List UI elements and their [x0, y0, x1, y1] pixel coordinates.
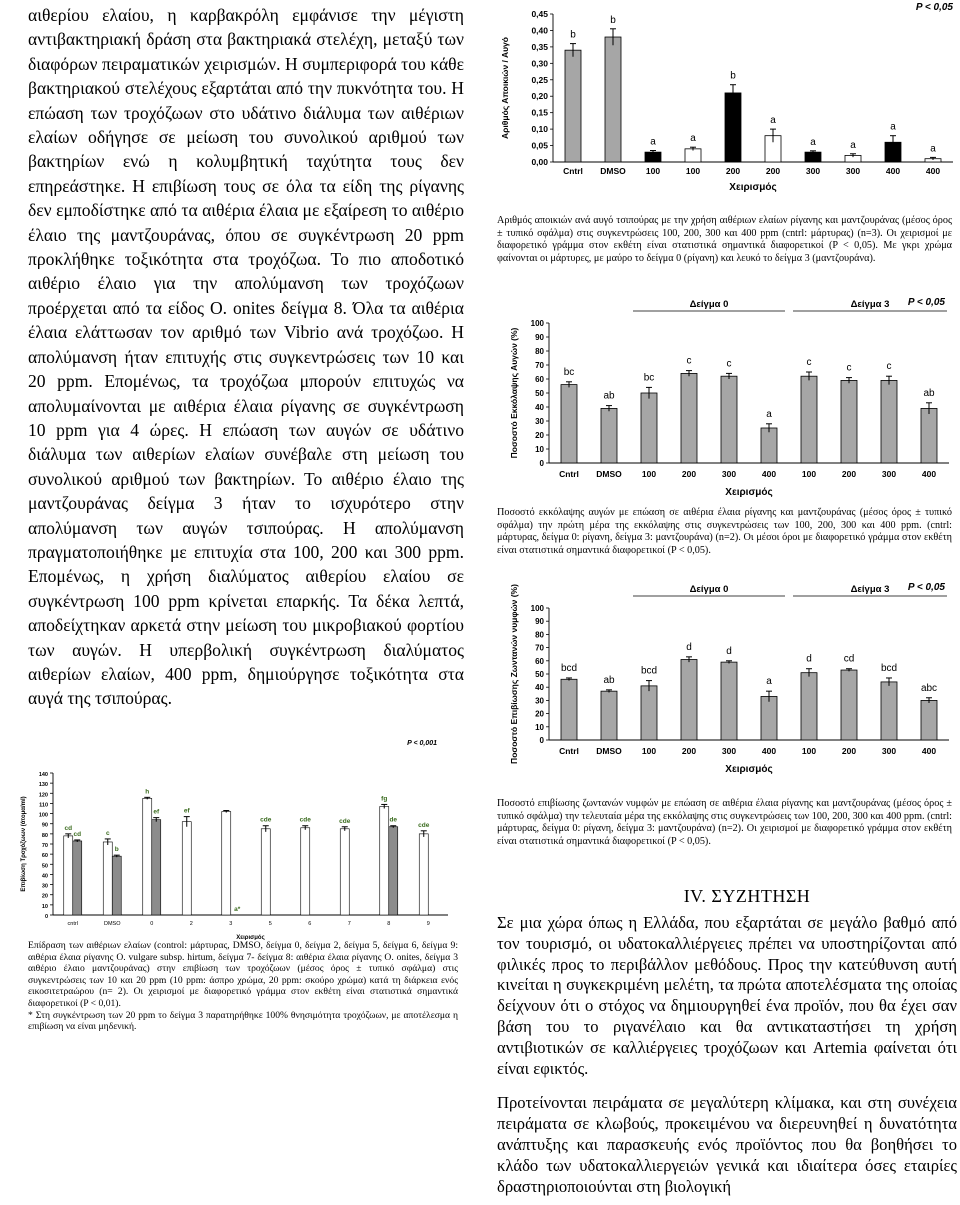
significance-letter: b [730, 70, 736, 82]
caption-fig2-text: Ποσοστό εκκόλαψης αυγών με επώαση σε αιθέρια έλαια ρίγανης και μαντζουράνας (μέσος όρος ± τυπικό σφάλμα) την πρώτη μέρα της εκκόλαψης στις συγκεντρώσεις των 100, 200, 300 και 400 ppm. (cntrl: μάρτυρας, δείγμα 0: ρίγανη, δείγμα 3: μαντζουράνα) (n=2). Οι μέσοι όροι με διαφορετικό γράμμα στον εκθέτη είναι στατιστικά σημαντικά διαφορετικοί (P < 0,05). [497, 507, 952, 556]
bar [152, 820, 161, 915]
bar [921, 408, 937, 463]
bar [222, 812, 231, 915]
x-tick-label: DMSO [600, 166, 626, 176]
bar [641, 686, 657, 740]
x-tick-label: 7 [347, 921, 351, 927]
x-tick-label: DMSO [596, 746, 622, 756]
bar [805, 152, 821, 162]
y-tick-label: 40 [41, 873, 48, 880]
x-tick-label: 100 [641, 746, 657, 756]
significance-letter: bcd [880, 662, 898, 674]
x-tick-label: Cntrl [559, 469, 579, 479]
x-tick-label: 300 [845, 166, 861, 176]
y-tick-label: 0,40 [531, 25, 548, 36]
x-tick-label: 2 [189, 921, 193, 927]
significance-letter: ef [183, 807, 190, 815]
x-tick-label: 200 [841, 469, 857, 479]
x-axis-label: Χειρισμός [725, 764, 773, 775]
y-tick-label: 60 [535, 375, 544, 384]
bar [561, 385, 577, 463]
y-tick-label: 70 [535, 361, 544, 370]
results-paragraph: αιθερίου ελαίου, η καρβακρόλη εμφάνισε την μέγιστη αντιβακτηριακή δράση στα βακτηριακά στελέχη, μεταξύ των διαφόρων πειραματικών χειρισμών. Η συμπεριφορά του κάθε βακτηριακού στελέχους εξαρτάται από την πυκνότητα του. Η επώαση των τροχόζωων στο υδάτινο διάλυμα των αιθέριων ελαίων οδήγησε σε μείωση του συνολικού αριθμού των βακτηρίων ενώ η κολυμβητική ταχύτητα τους δεν επηρεάστηκε. Η επιβίωση τους σε όλα τα είδη της ρίγανης δεν εμποδίστηκε από τα αιθέρια έλαια με εξαίρεση το αιθέριο έλαιο της μαντζουράνας, όπου σε συγκέντρωση 20 ppm προκλήθηκε τοξικότητα στα τροχόζωα. Το πιο αποδοτικό αιθέριο έλαιο για την απολύμανση των τροχόζωων προέρχεται από τα είδος O. onites δείγμα 8. Όλα τα αιθέρια έλαια ελάττωσαν τον αριθμό των Vibrio ανά τροχόζωο. Η απολύμανση ήταν επιτυχής στις συγκεντρώσεις των 10 και 20 ppm. Επομένως, τα τροχόζωα μπορούν επιτυχώς να απολυμαίνονται με αιθέρια έλαια ρίγανης σε συγκέντρωση 10 ppm για 4 ώρες. Η επώαση των αυγών σε υδάτινο διάλυμα των αιθερίων ελαίων συνέβαλε στη μείωση του συνολικού αριθμού των βακτηρίων. Το αιθέριο έλαιο της μαντζουράνας δείγμα 3 ήταν το ισχυρότερο στην απολύμανση των αυγών τσιπούρας. Η απολύμανση πραγματοποιήθηκε με επιτυχία στα 100, 200 και 300 ppm. Επομένως, η χρήση διαλύματος αιθερίου ελαίου σε συγκέντρωση 100 ppm κρίνεται επαρκής. Τα δέκα λεπτά, αποδείχτηκαν αρκετά στην μείωση του μικροβιακού φορτίου των αυγών. Η υπερβολική συγκέντρωση διαλύματος αιθερίων ελαίων, 400 ppm, δημιούργησε τοξικότητα στα αυγά της τσιπούρας. [28, 5, 464, 709]
bar [389, 827, 398, 915]
p-value-label: P < 0,05 [907, 297, 945, 308]
chart-hatching [505, 295, 955, 500]
significance-letter: a [810, 136, 816, 148]
y-tick-label: 100 [530, 604, 544, 613]
x-axis-label: Χειρισμός [236, 935, 265, 940]
y-tick-label: 0 [44, 914, 48, 920]
caption-fig3-text: Ποσοστό επιβίωσης ζωντανών νυμφών με επώαση σε αιθέρια έλαια ρίγανης και μαντζουράνας (μέσος όρος ± τυπικό σφάλμα) την τελευταία μέρα της εκκόλαψης στις συγκεντρώσεις των 100, 200, 300 και 400 ppm. (cntrl: μάρτυρας, δείγμα 0: ρίγανη, δείγμα 3: μαντζουράνα) (n=2). Οι χειρισμοί με διαφορετικό γράμμα στον εκθέτη είναι στατιστικά σημαντικά διαφορετικοί (P < 0,05). [497, 798, 952, 847]
bar [841, 380, 857, 463]
bar [881, 380, 897, 463]
caption-fig4-note: * Στη συγκέντρωση των 20 ppm το δείγμα 3 παρατηρήθηκε 100% θνησιμότητα τροχόζωων, με αποτέλεσμα η επιβίωση να είναι μηδενική. [28, 1009, 458, 1033]
bar [301, 828, 310, 915]
p-value-label: P < 0,05 [907, 582, 945, 593]
bar [605, 37, 621, 162]
bar [761, 696, 777, 740]
significance-letter: c [686, 355, 692, 367]
significance-letter: b [570, 29, 576, 41]
x-tick-label: Cntrl [559, 746, 579, 756]
chart-bacteria-svg [495, 0, 960, 205]
caption-fig3 [497, 798, 952, 848]
significance-letter: d [806, 653, 812, 665]
y-tick-label: 0,10 [531, 124, 548, 135]
y-tick-label: 20 [535, 709, 544, 719]
y-tick-label: 100 [530, 319, 544, 328]
bar [143, 798, 152, 915]
x-tick-label: 200 [841, 746, 857, 756]
bar [112, 856, 121, 915]
y-tick-label: 20 [535, 431, 544, 440]
significance-letter: cd [843, 653, 855, 665]
significance-letter: b [114, 846, 119, 854]
x-tick-label: 300 [881, 469, 897, 479]
chart-survival-svg [505, 580, 955, 795]
caption-fig1 [497, 215, 952, 265]
chart-hatching-svg [505, 295, 955, 500]
significance-letter: ab [603, 674, 615, 686]
chart-bacteria [495, 0, 960, 205]
y-tick-label: 0,15 [531, 107, 548, 118]
x-tick-label: 9 [426, 921, 430, 927]
x-tick-label: 200 [681, 746, 697, 756]
significance-letter: a [650, 136, 656, 148]
y-tick-label: 80 [535, 347, 544, 356]
caption-fig2 [497, 507, 952, 557]
y-tick-label: 10 [535, 722, 544, 732]
x-tick-label: 5 [268, 921, 272, 927]
significance-letter: c [105, 829, 110, 837]
y-axis-label: Ποσοστό Εκκόλαψης Αυγών (%) [509, 327, 519, 459]
x-tick-label: 200 [681, 469, 697, 479]
significance-letter: bcd [560, 662, 578, 674]
y-tick-label: 0,30 [531, 58, 548, 69]
y-tick-label: 40 [535, 683, 544, 693]
x-tick-label: 6 [308, 921, 312, 927]
significance-letter: a [766, 408, 772, 420]
bar [380, 806, 389, 915]
x-tick-label: 400 [921, 746, 937, 756]
bar [73, 841, 82, 915]
x-tick-label: 400 [761, 469, 777, 479]
bar [261, 829, 270, 915]
y-tick-label: 10 [41, 903, 48, 910]
significance-letter: a [890, 121, 896, 133]
section-heading: IV. ΣΥΖΗΤΗΣΗ [683, 886, 811, 906]
y-tick-label: 140 [38, 772, 48, 778]
significance-letter: cde [260, 816, 272, 824]
bar [801, 376, 817, 463]
y-tick-label: 30 [41, 883, 48, 890]
y-tick-label: 0,25 [531, 74, 548, 85]
significance-letter: c [806, 357, 812, 368]
x-tick-label: DMSO [104, 921, 121, 927]
y-tick-label: 90 [535, 333, 544, 342]
y-tick-label: 0,05 [531, 140, 548, 151]
caption-fig4 [28, 940, 458, 1033]
x-tick-label: 100 [685, 166, 701, 176]
significance-letter: a [850, 139, 856, 151]
significance-letter: h [145, 788, 150, 796]
bar [565, 50, 581, 162]
bar [601, 691, 617, 740]
y-axis-label: Επιβίωση Τροχόζωων (άτομα/ml) [21, 796, 27, 892]
significance-letter: c [886, 361, 892, 373]
x-tick-label: 0 [150, 921, 154, 927]
y-tick-label: 100 [38, 812, 48, 819]
bar [841, 670, 857, 740]
y-tick-label: 130 [38, 782, 48, 789]
significance-letter: cd [64, 824, 73, 832]
x-tick-label: 300 [721, 746, 737, 756]
x-tick-label: 400 [925, 166, 941, 176]
x-tick-label: 400 [885, 166, 901, 176]
significance-letter: d [726, 645, 732, 657]
y-axis-label: Ποσοστό Επιβίωσης Ζωντανών νυμφών (%) [509, 584, 519, 764]
significance-letter: a [690, 133, 696, 145]
x-tick-label: cntrl [67, 921, 78, 927]
bar [601, 408, 617, 463]
x-tick-label: 200 [725, 166, 741, 176]
significance-letter: a [766, 676, 772, 688]
bar [721, 662, 737, 740]
significance-letter: d [686, 641, 692, 653]
x-tick-label: 100 [641, 469, 657, 479]
bar [340, 829, 349, 915]
y-tick-label: 90 [535, 617, 544, 627]
y-tick-label: 50 [535, 389, 544, 398]
significance-letter: a* [234, 906, 241, 913]
bar [681, 373, 697, 463]
caption-fig4-text: Επίδραση των αιθέριων ελαίων (control: μάρτυρας, DMSO, δείγμα 0, δείγμα 2, δείγμα 5, δείγμα 6, δείγμα 9: αιθέρια έλαια ρίγανης O. vulgare subsp. hirtum, δείγμα 7- δείγμα 8: αιθέρια έλαια ρίγανης O. onites, δείγμα 3 αιθέριο έλαιο μαντζουράνας) στην επιβίωση των τροχόζωων (μέσος όρος ± τυπικό σφάλμα) στις συγκεντρώσεις των 10 και 20 ppm (10 ppm: άσπρο χρώμα, 20 ppm: σκούρο χρώμα) κατά τη διάρκεια ενός εικοσιτετραώρου (n= 2). Οι χειρισμοί με διαφορετικό γράμμα στον εκθέτη είναι στατιστικά σημαντικά διαφορετικοί (P < 0,01). [28, 940, 458, 1009]
significance-letter: bc [563, 366, 575, 378]
y-tick-label: 60 [41, 853, 48, 860]
significance-letter: bcd [640, 665, 658, 677]
x-tick-label: 3 [229, 921, 233, 927]
y-tick-label: 70 [535, 643, 544, 653]
x-tick-label: 300 [721, 469, 737, 479]
y-tick-label: 0,20 [531, 91, 548, 102]
y-axis-label: Αριθμός Αποικιών / Αυγό [500, 37, 510, 139]
y-tick-label: 0 [539, 459, 544, 468]
bar [685, 149, 701, 162]
y-tick-label: 80 [41, 832, 48, 839]
x-tick-label: 400 [921, 469, 937, 479]
bar [801, 673, 817, 740]
significance-letter: de [389, 816, 398, 824]
bar [641, 393, 657, 463]
group-label: Δείγμα 0 [689, 584, 729, 595]
x-tick-label: 300 [805, 166, 821, 176]
x-axis-label: Χειρισμός [729, 182, 777, 193]
bar [182, 822, 191, 915]
bar [419, 834, 428, 915]
discussion-paragraph-2: Προτείνονται πειράματα σε μεγαλύτερη κλίμακα, και στη συνέχεια πειράματα σε κλωβούς, προκειμένου να διερευνηθεί η δυνατότητα ανάπτυξης και παρασκευής ενός προϊόντος που θα βοηθήσει το κλάδο των υδατοκαλλιεργειών γενικά και ιδιαίτερα όσες εταιρίες δραστηριοποιούνται στη βιολογική [497, 1093, 957, 1196]
bar [881, 682, 897, 740]
significance-letter: fg [381, 795, 388, 803]
y-tick-label: 120 [38, 792, 48, 799]
y-tick-label: 30 [535, 417, 544, 426]
y-tick-label: 0 [539, 736, 544, 745]
y-tick-label: 30 [535, 696, 544, 706]
p-value-label: P < 0,05 [915, 2, 953, 13]
y-tick-label: 110 [39, 802, 48, 809]
x-tick-label: Cntrl [563, 166, 583, 176]
significance-letter: cde [418, 821, 430, 829]
significance-letter: cde [339, 817, 351, 825]
bar [761, 428, 777, 463]
x-axis-label: Χειρισμός [725, 487, 773, 498]
bar [721, 376, 737, 463]
y-tick-label: 0,35 [531, 41, 548, 52]
significance-letter: ab [603, 390, 615, 402]
significance-letter: cde [299, 816, 311, 824]
group-label: Δείγμα 3 [850, 299, 890, 310]
group-label: Δείγμα 0 [689, 299, 729, 310]
x-tick-label: 300 [881, 746, 897, 756]
x-tick-label: 100 [645, 166, 661, 176]
bar [64, 836, 73, 915]
significance-letter: a [770, 115, 776, 127]
y-tick-label: 40 [535, 403, 544, 412]
chart-survival [505, 580, 955, 795]
y-tick-label: 50 [535, 670, 544, 679]
significance-letter: cd [73, 830, 82, 838]
y-tick-label: 10 [535, 445, 544, 454]
significance-letter: c [846, 362, 852, 374]
left-column [28, 3, 464, 711]
bar [725, 93, 741, 162]
significance-letter: bc [643, 372, 655, 384]
significance-letter: a [930, 143, 936, 155]
y-tick-label: 70 [41, 843, 48, 849]
x-tick-label: 200 [765, 166, 781, 176]
bar [681, 659, 697, 740]
chart-rotifers [15, 735, 455, 940]
y-tick-label: 0,00 [531, 157, 548, 167]
discussion-section [497, 886, 957, 1197]
caption-fig1-text: Αριθμός αποικιών ανά αυγό τσιπούρας με την χρήση αιθέριων ελαίων ρίγανης και μαντζουράνας (μέσος όρος ± τυπικό σφάλμα) στις συγκεντρώσεις 100, 200, 300 και 400 ppm (cntrl: μάρτυρας) (n=3). Οι χειρισμοί με διαφορετικό γράμμα στον εκθέτη είναι στατιστικά σημαντικά διαφορετικοί (P < 0,05). Με γκρι χρώμα φαίνονται οι μάρτυρες, με μαύρο το δείγμα 0 (ρίγανη) και λευκό το δείγμα 3 (μαντζουράνα). [497, 215, 952, 264]
x-tick-label: 100 [801, 469, 817, 479]
significance-letter: c [726, 358, 732, 370]
y-tick-label: 20 [41, 893, 48, 900]
x-tick-label: DMSO [596, 469, 622, 479]
discussion-paragraph-1: Σε μια χώρα όπως η Ελλάδα, που εξαρτάται σε μεγάλο βαθμό από τον τουρισμό, οι υδατοκαλλιέργειες πρέπει να υποστηρίζονται από φιλικές προς το περιβάλλον μεθόδους. Προς την κατεύθυνση αυτή κινείται η συγκεκριμένη μελέτη, τα πρώτα αποτελέσματα της οποίας δείχνουν ότι ο στόχος να δημιουργηθεί ένα προϊόν, που θα έχει σαν βάση του το ριγανέλαιο και θα αντικαταστήσει τη χρήση αντιβιοτικών σε καλλιέργειες τροχόζωων και Artemia φαίνεται ότι είναι εφικτός. [497, 913, 957, 1078]
x-tick-label: 400 [761, 746, 777, 756]
bar [921, 700, 937, 740]
significance-letter: abc [920, 682, 938, 694]
significance-letter: ef [153, 808, 160, 816]
bar [561, 679, 577, 740]
x-tick-label: 8 [387, 921, 391, 927]
x-tick-label: 100 [801, 746, 817, 756]
group-label: Δείγμα 3 [850, 584, 890, 595]
y-tick-label: 50 [41, 863, 48, 870]
y-tick-label: 0,45 [531, 9, 548, 19]
p-value-label: P < 0,001 [407, 740, 437, 747]
y-tick-label: 90 [41, 822, 48, 829]
chart-rotifers-svg [15, 735, 455, 940]
y-tick-label: 60 [535, 656, 544, 666]
bar [103, 842, 112, 915]
significance-letter: ab [923, 387, 935, 399]
significance-letter: b [610, 14, 616, 26]
y-tick-label: 80 [535, 630, 544, 640]
